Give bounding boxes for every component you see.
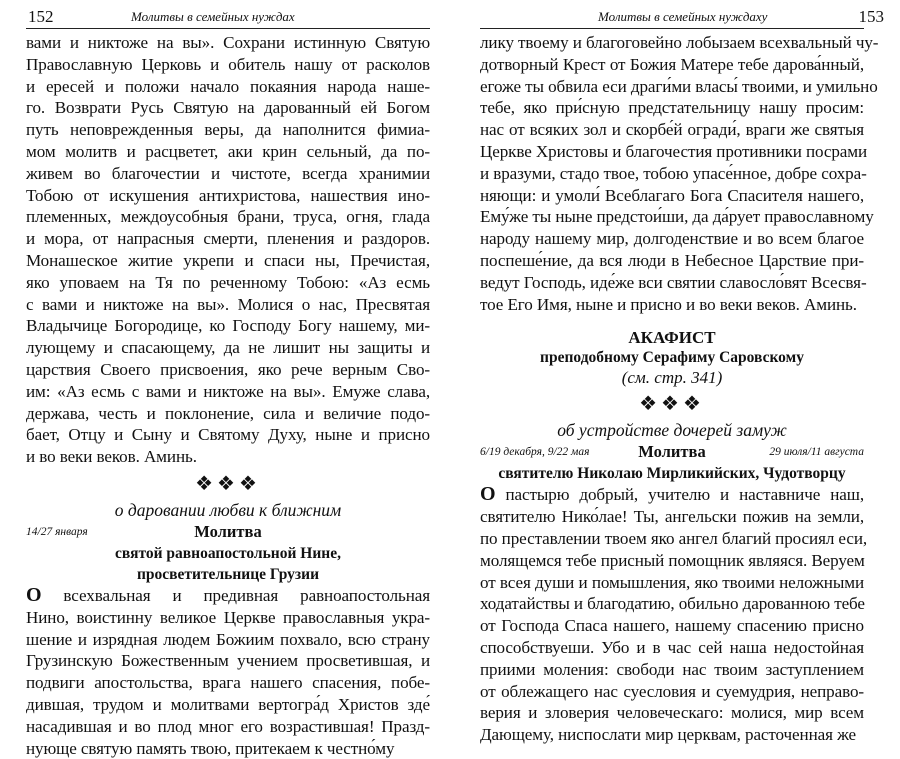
akafist-page-reference: (см. стр. 341) bbox=[621, 368, 723, 388]
text-line: от облежащего нас суесловия и суемудрия, неправо- bbox=[480, 681, 864, 701]
text-line: Церкве Христовы и благочестия противники посрами bbox=[480, 141, 868, 161]
prayer-dedication-line: просветительнице Грузии bbox=[136, 565, 320, 583]
text-line: по преставлении твоем яко ангел благий просиял еси, bbox=[480, 528, 868, 548]
right-page-number: 153 bbox=[858, 7, 884, 26]
text-line: и во веки веков. Аминь. bbox=[26, 447, 197, 467]
text-line: тебе, яко при́сную предстательницу нашу просим: bbox=[480, 98, 864, 118]
text-line: Грузинскую Божественным учением просветившая, и bbox=[26, 651, 430, 671]
text-line: Дающему, ниспослати мир церквам, расточенная же bbox=[480, 725, 857, 745]
text-line: Православную Церковь и обитель нашу от расколов bbox=[26, 54, 430, 74]
prayer-title: Молитва bbox=[194, 521, 262, 541]
text-line: ведут Господь, иде́же вси святии славосло́вят Всесвя- bbox=[480, 272, 867, 292]
right-page-header bbox=[480, 0, 884, 29]
prayer-dedication-line: святой равноапостольной Нине, bbox=[115, 544, 341, 562]
left-page-body bbox=[26, 32, 430, 759]
prayer-dedication bbox=[26, 543, 430, 585]
left-page-number: 152 bbox=[28, 7, 54, 26]
text-line: яко уповаем на Тя по реченному Тобою: «Аз есмь bbox=[26, 272, 430, 292]
text-line bbox=[480, 484, 864, 506]
text-line: приими моления: свободи нас твоим заступлением bbox=[480, 659, 864, 679]
text-line: лующему и спасающему, да не лишит ны защиты и bbox=[26, 338, 430, 358]
feast-date-secondary: 29 июля/11 августа bbox=[769, 446, 864, 459]
text-line: егоже ты обвила еси драги́ми власы́ твоими, и умильно bbox=[480, 76, 878, 96]
text-line: Ему́же ты ныне предстои́ши, да да́рует православному bbox=[480, 207, 874, 227]
drop-cap-initial: О bbox=[26, 583, 42, 606]
text-line: поспеше́ние, да вся люди в Небесное Царствие при- bbox=[480, 250, 864, 270]
text-line: тое Его Имя, ныне и присно и во веки веков. Аминь. bbox=[480, 294, 857, 314]
prayer-dedication: святителю Николаю Мирликийских, Чудотворцу bbox=[498, 465, 846, 483]
section-heading: о даровании любви к ближним bbox=[114, 499, 342, 520]
section-heading: об устройстве дочерей замуж bbox=[557, 420, 787, 441]
text-line: лику твоему и благоговейно лобызаем всехвальный чу- bbox=[480, 33, 879, 52]
text-line: шение и изрядная людем Божиим похвало, всю страну bbox=[26, 629, 430, 649]
text-line: бает, Отцу и Сыну и Святому Духу, ныне и присно bbox=[26, 425, 430, 445]
left-page bbox=[26, 0, 430, 758]
right-page-body bbox=[480, 32, 879, 746]
prayer-title: Молитва bbox=[638, 442, 706, 462]
text-line: Тобою от искушения антихристова, нашествия ино- bbox=[26, 185, 430, 205]
text-line: ходатайствы и благодатию, обильно дарованною тебе bbox=[480, 594, 865, 614]
prayer-date-row bbox=[26, 521, 430, 543]
left-running-head: Молитвы в семейных нуждах bbox=[131, 9, 295, 24]
feast-date: 14/27 января bbox=[26, 525, 88, 538]
text-line: мом молитв и расцветет, аки крин сельный, да по- bbox=[26, 141, 430, 161]
text-line: дившая, трудом и молитвами вертогра́д Христов зде́ bbox=[26, 694, 430, 714]
text-line: нас от всяких зол и скорбе́й огради́, враги же святыя bbox=[480, 120, 864, 140]
text-line: держава, честь и поклонение, сила и величие подо- bbox=[26, 403, 430, 423]
text-line: им: «Аз есмь с вами и никтоже на вы». Емуже слава, bbox=[26, 381, 430, 401]
text-line: и мора, от напрасныя смерти, пленения и раздоров. bbox=[26, 229, 430, 249]
prayer-date-row bbox=[480, 441, 864, 463]
text-line: живем во благочестии и чистоте, всегда хранимии bbox=[26, 163, 430, 183]
text-line: и вразуми, стадо твое, тобою упасе́нное, добре сохра- bbox=[480, 163, 867, 183]
text-line: от Господа Спаса нашего, нашему спасению присно bbox=[480, 616, 864, 636]
right-running-head: Молитвы в семейных нуждаху bbox=[598, 9, 768, 24]
left-page-header bbox=[26, 0, 430, 29]
left-continuation-text bbox=[26, 32, 430, 468]
text-line: царствия Своего присвоения, яко рече верным Сво- bbox=[26, 359, 430, 379]
prayer-text bbox=[480, 483, 868, 746]
text-line: нующе святую память твою, притекаем к честно́му bbox=[26, 738, 395, 758]
text-line: верия и зловерия человеческаго: молися, мир всем bbox=[480, 703, 864, 723]
text-line: святителю Нико́лае! Ты, ангельски пожив на земли, bbox=[480, 507, 864, 527]
text-line: няющи: и умоли́ Всеблагаго Бога Спасителя нашего, bbox=[480, 185, 864, 205]
ornament-divider: ❖❖❖ bbox=[639, 393, 705, 416]
akafist-subtitle: преподобному Серафиму Саровскому bbox=[540, 349, 804, 367]
drop-cap-initial: О bbox=[480, 483, 496, 506]
text-line: Монашеское житие укрепи и спаси ны, Пречистая, bbox=[26, 250, 430, 270]
text-line: с вами и никтоже на вы». Молися о нас, Пресвятая bbox=[26, 294, 430, 314]
text-line-rest: пастырю добрый, учителю и наставниче наш, bbox=[495, 485, 864, 505]
text-line: насадившая и во плод мног его возрастившая! Празд- bbox=[26, 716, 430, 736]
text-line bbox=[26, 585, 430, 607]
text-line: Нино, воистинну великое Церкве православныя укра- bbox=[26, 607, 430, 627]
text-line: Владычице Богородице, ко Господу Богу нашему, ми- bbox=[26, 316, 430, 336]
text-line: подвиги апостольства, врага нашего спасения, побе- bbox=[26, 673, 430, 693]
text-line: племенных, междоусобныя брани, труса, огня, глада bbox=[26, 207, 430, 227]
text-line: вами и никтоже на вы». Сохрани истинную Святую bbox=[26, 33, 430, 52]
prayer-text bbox=[26, 585, 430, 759]
ornament-divider: ❖❖❖ bbox=[195, 472, 261, 495]
text-line: от всея души и помышления, яко твоими неложными bbox=[480, 572, 864, 592]
text-line: и ересей и положи начало покаяния народа наше- bbox=[26, 76, 430, 96]
text-line: молящемся тебе присный помощник являяся. Веруем bbox=[480, 550, 865, 570]
text-line: го. Возврати Русь Святую на дарованный ей Богом bbox=[26, 98, 430, 118]
text-line: путь неповрежденныя веры, да наполнится фимиа- bbox=[26, 120, 430, 140]
akafist-title: АКАФИСТ bbox=[628, 328, 716, 348]
right-continuation-text bbox=[480, 32, 879, 315]
text-line: способствуеши. Убо и в час сей наша недостойная bbox=[480, 637, 864, 657]
text-line-rest: всехвальная и предивная равноапостольная bbox=[41, 585, 430, 605]
right-page bbox=[480, 0, 884, 745]
text-line: дотворный Крест от Божия Матере тебе дарова́нный, bbox=[480, 54, 864, 74]
text-line: народу нашему мир, долгоденствие и во всем благое bbox=[480, 229, 864, 249]
feast-date: 6/19 декабря, 9/22 мая bbox=[480, 446, 590, 459]
